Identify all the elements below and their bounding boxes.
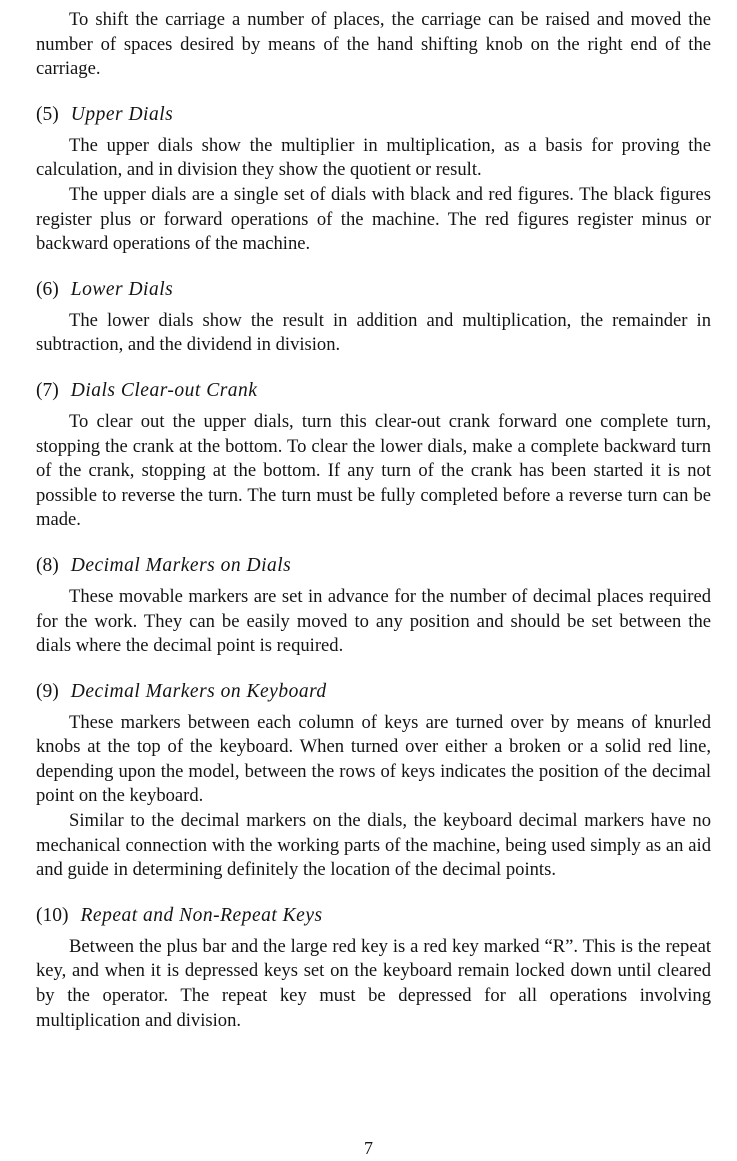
section-title: Decimal Markers on Keyboard — [70, 680, 327, 702]
section-number: (5) — [36, 103, 59, 125]
section-title: Upper Dials — [70, 103, 174, 125]
page-number: 7 — [364, 1138, 373, 1158]
section-number: (6) — [36, 278, 59, 300]
section-number: (9) — [36, 680, 59, 702]
clear-out-crank-paragraph: To clear out the upper dials, turn this clear-out crank forward one complete turn, stopping the crank at the bottom. To clear the lower dials, make a complete backward turn of the crank, stopping at the bottom. If any turn of the crank has been started it is not possible to reverse the turn. The turn must be fully completed before a reverse turn can be made. — [36, 410, 711, 531]
section-heading-clear-out-crank — [36, 378, 711, 404]
section-heading-repeat-keys — [36, 903, 711, 929]
section-title: Repeat and Non-Repeat Keys — [80, 904, 323, 926]
section-title: Dials Clear-out Crank — [70, 379, 258, 401]
section-title: Decimal Markers on Dials — [70, 554, 292, 576]
section-title: Lower Dials — [70, 278, 174, 300]
section-number: (7) — [36, 379, 59, 401]
section-number: (10) — [36, 904, 69, 926]
decimal-markers-keyboard-paragraph-2: Similar to the decimal markers on the dials, the keyboard decimal markers have no mechanical connection with the working parts of the machine, being used simply as an aid and guide in determining definitely the location of the decimal points. — [36, 810, 711, 881]
decimal-markers-dials-paragraph: These movable markers are set in advance for the number of decimal places required for the work. They can be easily moved to any position and should be set between the dials where the decimal point is required. — [36, 585, 711, 657]
document-page — [36, 8, 711, 1033]
section-heading-decimal-markers-keyboard — [36, 679, 711, 705]
upper-dials-paragraph-2: The upper dials are a single set of dials with black and red figures. The black figures register plus or forward operations of the machine. The red figures register minus or backward operations of the machine. — [36, 183, 711, 255]
upper-dials-paragraph-1: The upper dials show the multiplier in multiplication, as a basis for proving the calculation, and in division they show the quotient or result. — [36, 134, 711, 181]
section-heading-lower-dials — [36, 277, 711, 303]
intro-paragraph: To shift the carriage a number of places, the carriage can be raised and moved the number of spaces desired by means of the hand shifting knob on the right end of the carriage. — [36, 9, 711, 80]
repeat-keys-paragraph: Between the plus bar and the large red key is a red key marked “R”. This is the repeat key, and when it is depressed keys set on the keyboard remain locked down until cleared by the operator. The repeat key must be depressed for all operations involving multiplication and division. — [36, 935, 711, 1031]
lower-dials-paragraph: The lower dials show the result in addition and multiplication, the remainder in subtraction, and the dividend in division. — [36, 309, 711, 356]
section-heading-decimal-markers-dials — [36, 553, 711, 579]
decimal-markers-keyboard-paragraph-1: These markers between each column of keys are turned over by means of knurled knobs at the top of the keyboard. When turned over either a broken or a solid red line, depending upon the model, between the rows of keys indicates the position of the decimal point on the keyboard. — [36, 711, 711, 807]
section-heading-upper-dials — [36, 102, 711, 128]
section-number: (8) — [36, 554, 59, 576]
